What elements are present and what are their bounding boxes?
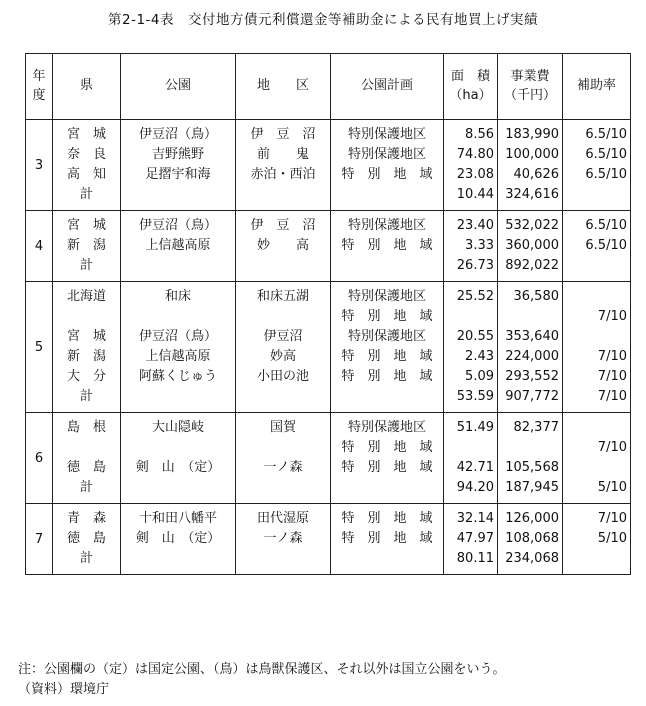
- year-cell: 5: [26, 282, 53, 413]
- cell-line: 特 別 地 域: [341, 167, 433, 182]
- cell-line: [236, 185, 330, 205]
- cell-line: 2.43: [465, 349, 494, 364]
- cell-line: 532,022: [505, 218, 559, 233]
- cell-line: [121, 549, 235, 569]
- header-park: 公園: [121, 54, 236, 120]
- cell-line: 吉野熊野: [151, 147, 204, 162]
- cell-line: 7/10: [597, 349, 627, 364]
- district-cell: [236, 211, 331, 282]
- area-ha-cell: [444, 504, 498, 575]
- cell-line: 伊豆沼（鳥）: [138, 329, 217, 344]
- year-cell: 6: [26, 413, 53, 504]
- cell-line: 6.5/10: [585, 167, 627, 182]
- cell-line: 特別保護地区: [347, 218, 426, 233]
- cell-line: [236, 478, 330, 498]
- cell-line: 特 別 地 域: [341, 309, 433, 324]
- cell-line: 上信越高原: [145, 238, 211, 253]
- cell-line: 新 潟: [66, 349, 106, 364]
- notes: [18, 660, 506, 700]
- cell-line: 阿蘇くじゅう: [138, 369, 217, 384]
- cell-line: [444, 307, 497, 327]
- cell-line: 105,568: [505, 460, 559, 475]
- cell-line: 32.14: [456, 511, 494, 526]
- cell-line: 大山隠岐: [151, 420, 204, 435]
- park-cell: [121, 413, 236, 504]
- rate-cell: [563, 504, 631, 575]
- header-subsidy-rate: 補助率: [563, 54, 631, 120]
- cost-cell: [498, 211, 563, 282]
- cell-line: [121, 307, 235, 327]
- area-ha-cell: [444, 413, 498, 504]
- cell-line: 40,626: [513, 167, 559, 182]
- cell-line: 伊 豆 沼: [250, 127, 316, 142]
- cell-line: 26.73: [456, 258, 494, 273]
- cell-line: 特 別 地 域: [341, 531, 433, 546]
- table-row: [26, 120, 631, 211]
- cell-line: 42.71: [456, 460, 494, 475]
- cell-line: 剣 山 （定）: [135, 531, 221, 546]
- cell-line: 足摺宇和海: [145, 167, 211, 182]
- cell-line: 3.33: [465, 238, 494, 253]
- cell-line: [236, 438, 330, 458]
- cell-line: 計: [79, 480, 93, 495]
- cell-line: 剣 山 （定）: [135, 460, 221, 475]
- cell-line: [331, 256, 443, 276]
- cell-line: [563, 418, 630, 438]
- cell-line: 妙 高: [256, 238, 309, 253]
- cell-line: 小田の池: [256, 369, 309, 384]
- cell-line: 妙高: [269, 349, 296, 364]
- cell-line: 徳 島: [66, 531, 106, 546]
- rate-cell: [563, 211, 631, 282]
- cell-line: [331, 549, 443, 569]
- cell-line: 特 別 地 域: [341, 511, 433, 526]
- prefecture-cell: [53, 120, 121, 211]
- cell-line: 奈 良: [66, 147, 106, 162]
- cell-line: 伊豆沼（鳥）: [138, 127, 217, 142]
- source-line: （資料）環境庁: [18, 682, 110, 697]
- cell-line: 80.11: [456, 551, 494, 566]
- cell-line: 計: [79, 551, 93, 566]
- cell-line: [563, 549, 630, 569]
- cell-line: 特別保護地区: [347, 289, 426, 304]
- cell-line: [331, 478, 443, 498]
- cell-line: 25.52: [456, 289, 494, 304]
- cell-line: 特 別 地 域: [341, 238, 433, 253]
- plan-cell: [331, 211, 444, 282]
- cell-line: 7/10: [597, 369, 627, 384]
- year-cell: 4: [26, 211, 53, 282]
- plan-cell: [331, 282, 444, 413]
- cell-line: 高 知: [66, 167, 106, 182]
- cell-line: 23.08: [456, 167, 494, 182]
- cell-line: [563, 256, 630, 276]
- cell-line: 伊豆沼（鳥）: [138, 218, 217, 233]
- cell-line: 青 森: [66, 511, 106, 526]
- cell-line: 47.97: [456, 531, 494, 546]
- cell-line: 126,000: [505, 511, 559, 526]
- cell-line: 6.5/10: [585, 218, 627, 233]
- park-cell: [121, 504, 236, 575]
- cell-line: 前 鬼: [256, 147, 309, 162]
- cell-line: [563, 185, 630, 205]
- table-row: [26, 504, 631, 575]
- cell-line: 和床: [164, 289, 191, 304]
- table-row: [26, 282, 631, 413]
- cell-line: 新 潟: [66, 238, 106, 253]
- cell-line: 特別保護地区: [347, 147, 426, 162]
- cell-line: 島 根: [66, 420, 106, 435]
- plan-cell: [331, 413, 444, 504]
- cell-line: 100,000: [505, 147, 559, 162]
- cell-line: 特 別 地 域: [341, 349, 433, 364]
- page-title: 第2-1-4表 交付地方債元利償還金等補助金による民有地買上げ実績: [107, 12, 538, 28]
- district-cell: [236, 282, 331, 413]
- header-park-plan: 公園計画: [331, 54, 444, 120]
- cell-line: [236, 387, 330, 407]
- park-cell: [121, 211, 236, 282]
- cell-line: 183,990: [505, 127, 559, 142]
- rate-cell: [563, 282, 631, 413]
- cell-line: 計: [79, 187, 93, 202]
- cell-line: [121, 438, 235, 458]
- cell-line: 51.49: [456, 420, 494, 435]
- cost-cell: [498, 504, 563, 575]
- plan-cell: [331, 504, 444, 575]
- cell-line: 94.20: [456, 480, 494, 495]
- cell-line: [236, 256, 330, 276]
- cell-line: 一ノ森: [263, 531, 303, 546]
- cell-line: [121, 185, 235, 205]
- cell-line: [53, 438, 120, 458]
- purchase-results-table: [25, 53, 631, 575]
- year-cell: 7: [26, 504, 53, 575]
- cell-line: 5/10: [597, 531, 627, 546]
- prefecture-cell: [53, 211, 121, 282]
- cell-line: 82,377: [513, 420, 559, 435]
- cell-line: [236, 307, 330, 327]
- header-project-cost: 事業費 （千円）: [498, 54, 563, 120]
- cell-line: [236, 549, 330, 569]
- cell-line: 宮 城: [66, 127, 106, 142]
- cell-line: [444, 438, 497, 458]
- header-area-ha: 面 積 （ha）: [444, 54, 498, 120]
- cell-line: 53.59: [456, 389, 494, 404]
- prefecture-cell: [53, 413, 121, 504]
- cell-line: 十和田八幡平: [138, 511, 217, 526]
- cell-line: 293,552: [505, 369, 559, 384]
- plan-cell: [331, 120, 444, 211]
- district-cell: [236, 413, 331, 504]
- year-cell: 3: [26, 120, 53, 211]
- cell-line: 特別保護地区: [347, 127, 426, 142]
- cell-line: 8.56: [465, 127, 494, 142]
- cell-line: 5.09: [465, 369, 494, 384]
- cell-line: 7/10: [597, 511, 627, 526]
- cell-line: 353,640: [505, 329, 559, 344]
- cell-line: 計: [79, 389, 93, 404]
- cell-line: 特 別 地 域: [341, 369, 433, 384]
- cell-line: 7/10: [597, 389, 627, 404]
- cell-line: 特 別 地 域: [341, 440, 433, 455]
- cell-line: [121, 256, 235, 276]
- cell-line: 一ノ森: [263, 460, 303, 475]
- cost-cell: [498, 413, 563, 504]
- table-row: [26, 211, 631, 282]
- cell-line: 324,616: [505, 187, 559, 202]
- district-cell: [236, 120, 331, 211]
- cell-line: [121, 478, 235, 498]
- cell-line: 特 別 地 域: [341, 460, 433, 475]
- cell-line: 和床五湖: [256, 289, 309, 304]
- cell-line: 徳 島: [66, 460, 106, 475]
- cell-line: [563, 327, 630, 347]
- park-cell: [121, 120, 236, 211]
- cell-line: 234,068: [505, 551, 559, 566]
- cell-line: 特別保護地区: [347, 329, 426, 344]
- cell-line: 北海道: [66, 289, 106, 304]
- cell-line: [121, 387, 235, 407]
- cell-line: 宮 城: [66, 218, 106, 233]
- table-row: [26, 413, 631, 504]
- cell-line: [498, 307, 562, 327]
- cell-line: 田代湿原: [256, 511, 309, 526]
- cell-line: 宮 城: [66, 329, 106, 344]
- cell-line: 伊豆沼: [263, 329, 303, 344]
- cell-line: [331, 387, 443, 407]
- cell-line: 6.5/10: [585, 127, 627, 142]
- header-prefecture: 県: [53, 54, 121, 120]
- cell-line: 6.5/10: [585, 238, 627, 253]
- cell-line: 7/10: [597, 440, 627, 455]
- note-line: 注：公園欄の（定）は国定公園、（鳥）は鳥獣保護区、それ以外は国立公園をいう。: [18, 662, 506, 677]
- cell-line: 74.80: [456, 147, 494, 162]
- cell-line: 大 分: [66, 369, 106, 384]
- cell-line: 23.40: [456, 218, 494, 233]
- rate-cell: [563, 120, 631, 211]
- cell-line: 187,945: [505, 480, 559, 495]
- cell-line: 892,022: [505, 258, 559, 273]
- cell-line: 赤泊・西泊: [250, 167, 316, 182]
- header-row: [26, 54, 631, 120]
- area-ha-cell: [444, 211, 498, 282]
- header-year: 年 度: [26, 54, 53, 120]
- cell-line: 907,772: [505, 389, 559, 404]
- cell-line: 7/10: [597, 309, 627, 324]
- cell-line: 36,580: [513, 289, 559, 304]
- area-ha-cell: [444, 120, 498, 211]
- header-district: 地 区: [236, 54, 331, 120]
- prefecture-cell: [53, 504, 121, 575]
- district-cell: [236, 504, 331, 575]
- cell-line: 上信越高原: [145, 349, 211, 364]
- cell-line: [563, 458, 630, 478]
- cell-line: [563, 287, 630, 307]
- cost-cell: [498, 282, 563, 413]
- cell-line: 224,000: [505, 349, 559, 364]
- cell-line: 伊 豆 沼: [250, 218, 316, 233]
- park-cell: [121, 282, 236, 413]
- cost-cell: [498, 120, 563, 211]
- cell-line: 10.44: [456, 187, 494, 202]
- cell-line: 特別保護地区: [347, 420, 426, 435]
- cell-line: 国賀: [269, 420, 296, 435]
- cell-line: 20.55: [456, 329, 494, 344]
- cell-line: [498, 438, 562, 458]
- area-ha-cell: [444, 282, 498, 413]
- cell-line: [53, 307, 120, 327]
- prefecture-cell: [53, 282, 121, 413]
- cell-line: 計: [79, 258, 93, 273]
- cell-line: 108,068: [505, 531, 559, 546]
- rate-cell: [563, 413, 631, 504]
- cell-line: 5/10: [597, 480, 627, 495]
- cell-line: 360,000: [505, 238, 559, 253]
- cell-line: 6.5/10: [585, 147, 627, 162]
- cell-line: [331, 185, 443, 205]
